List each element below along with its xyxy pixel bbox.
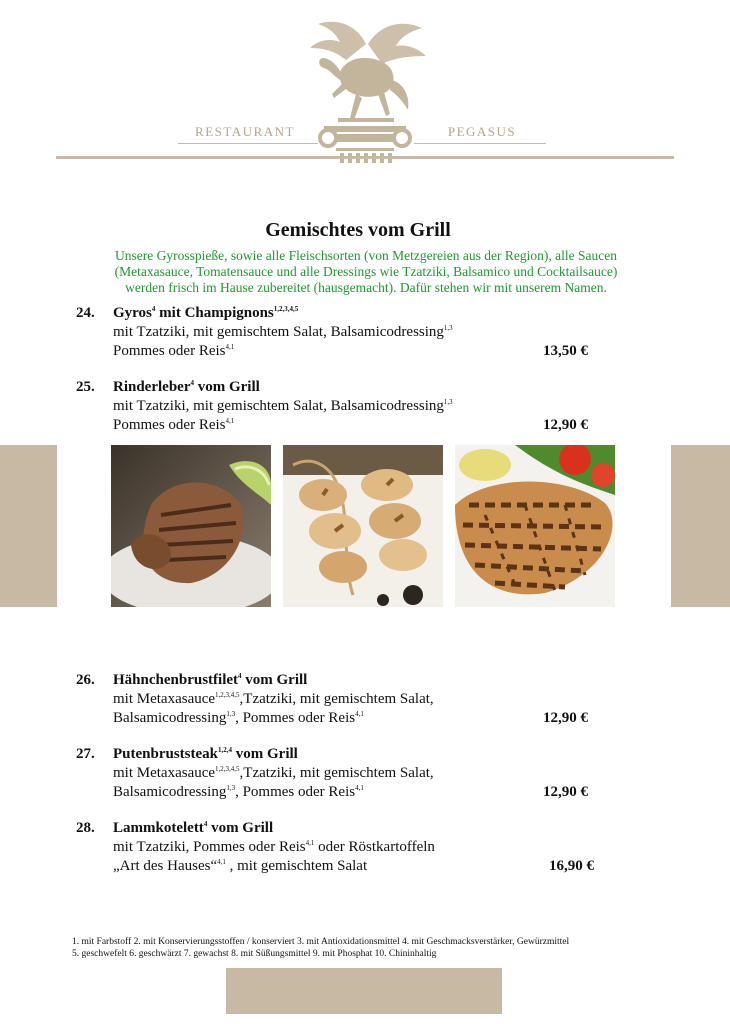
item-price: 12,90 € (543, 417, 588, 433)
item-name: Lammkotelett$^4$ vom Grill (113, 820, 274, 836)
item-price: 12,90 € (543, 784, 588, 800)
photo-grilled-liver (111, 445, 271, 607)
header-line-right-top (414, 143, 546, 144)
brand-pegasus-label: PEGASUS (447, 124, 517, 139)
item-name: Gyros$^4$ mit Champignons$^{1,2,3,4,5}$ (113, 305, 299, 321)
brand-restaurant-label: RESTAURANT (195, 124, 295, 139)
intro-line: Unsere Gyrosspieße, sowie alle Fleischsorten (von Metzgereien aus der Region), alle Saucen (115, 248, 617, 263)
item-number: 26. (76, 672, 95, 688)
item-side: Balsamicodressing$^{1,3}$, Pommes oder Reis$^{4,1}$ (113, 784, 364, 800)
intro-line: (Metaxasauce, Tomatensauce und alle Dressings wie Tzatziki, Balsamico und Cocktailsauce) (114, 264, 618, 279)
item-price: 16,90 € (549, 858, 594, 874)
header-main-rule (56, 156, 674, 159)
section-intro (60, 248, 672, 296)
footnote-line: 5. geschwefelt 6. geschwärzt 7. gewachst 8. mit Süßungsmittel 9. mit Phosphat 10. Chininhaltig (72, 949, 437, 959)
left-side-bar (0, 445, 57, 607)
item-name: Rinderleber$^4$ vom Grill (113, 379, 260, 395)
section-title: Gemischtes vom Grill (265, 219, 451, 241)
item-side: Pommes oder Reis$^{4,1}$ (113, 417, 235, 433)
footnote-line: 1. mit Farbstoff 2. mit Konservierungsstoffen / konserviert 3. mit Antioxidationsmittel 4. mit Geschmacksverstärker, Gewürzmittel (72, 937, 570, 947)
item-side: „Art des Hauses“$^{4,1}$ , mit gemischtem Salat (113, 858, 368, 874)
menu-item-25 (76, 378, 616, 438)
menu-item-27 (76, 745, 616, 805)
menu-item-24 (76, 304, 616, 364)
menu-item-28 (76, 819, 616, 879)
item-description: mit Metaxasauce$^{1,2,3,4,5}$,Tzatziki, mit gemischtem Salat, (113, 691, 434, 707)
footnotes (72, 936, 672, 960)
item-description: mit Metaxasauce$^{1,2,3,4,5}$,Tzatziki, mit gemischtem Salat, (113, 765, 434, 781)
item-description: mit Tzatziki, Pommes oder Reis$^{4,1}$ oder Röstkartoffeln (113, 839, 435, 855)
item-side: Pommes oder Reis$^{4,1}$ (113, 343, 235, 359)
item-number: 25. (76, 379, 95, 395)
menu-item-26 (76, 671, 616, 731)
item-name: Putenbruststeak$^{1,2,4}$ vom Grill (113, 746, 298, 762)
photo-chicken-skewers (283, 445, 443, 607)
item-name: Hähnchenbrustfilet$^4$ vom Grill (113, 672, 308, 688)
item-price: 12,90 € (543, 710, 588, 726)
right-side-bar (671, 445, 730, 607)
photo-grilled-chicken-breast (455, 445, 615, 607)
item-number: 27. (76, 746, 95, 762)
bottom-bar (226, 968, 502, 1014)
item-number: 28. (76, 820, 95, 836)
pegasus-logo-icon (296, 14, 434, 164)
item-description: mit Tzatziki, mit gemischtem Salat, Balsamicodressing$^{1,3}$ (113, 398, 453, 414)
item-number: 24. (76, 305, 95, 321)
item-price: 13,50 € (543, 343, 588, 359)
intro-line: werden frisch im Hause zubereitet (hausgemacht). Dafür stehen wir mit unserem Namen. (125, 280, 607, 295)
header-line-left-top (178, 143, 318, 144)
item-description: mit Tzatziki, mit gemischtem Salat, Balsamicodressing$^{1,3}$ (113, 324, 453, 340)
item-side: Balsamicodressing$^{1,3}$, Pommes oder Reis$^{4,1}$ (113, 710, 364, 726)
